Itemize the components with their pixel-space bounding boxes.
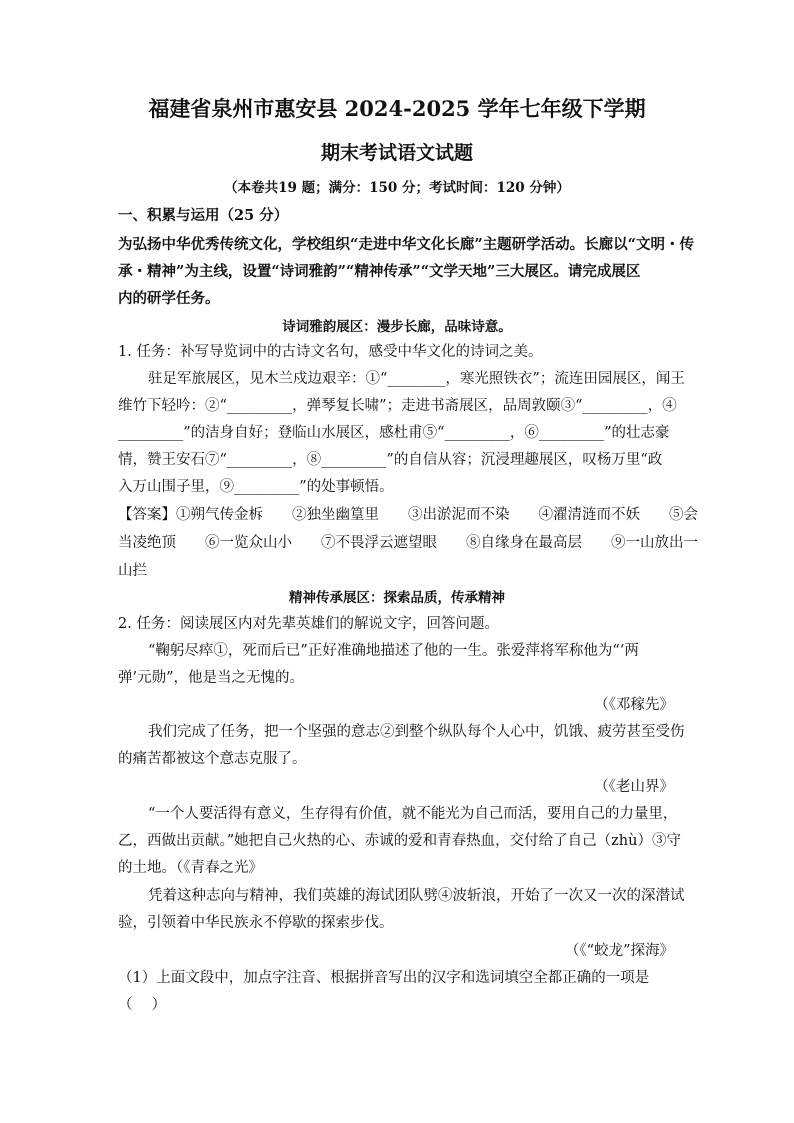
question1-line: 情，赞王安石⑦“_________，⑧_________”的自信从容；沉浸理趣展区，叹杨万里“政 — [118, 452, 663, 468]
subquestion-line: （ ） — [118, 997, 167, 1013]
section1-intro-line: 内的研学任务。 — [118, 290, 220, 307]
question1-line: 维竹下轻吟：②“_________，弹琴复长啸”；走进书斋展区，品周敦颐③“_________，④ — [118, 398, 677, 414]
question1-line: _________”的洁身自好；登临山水展区，感杜甫⑤“_________，⑥_________”的壮志豪 — [118, 425, 670, 441]
answer-line: 当凌绝顶 ⑥一览众山小 ⑦不畏浮云遮望眼 ⑧自缘身在最高层 ⑨一山放出一 — [118, 535, 698, 551]
passage3-line: 乙，西做出贡献。”她把自己火热的心、赤诚的爱和青春热血，交付给了自己（zhù）③守 — [118, 833, 681, 849]
passage4-source: （《“蛟龙”探海》 — [564, 943, 674, 959]
passage3-line: 的土地。（《青春之光》 — [118, 860, 263, 876]
passage2-line: 的痛苦都被这个意志克服了。 — [118, 751, 307, 767]
section1-heading: 一、积累与运用（25 分） — [118, 207, 289, 224]
passage4-line: 凭着这种志向与精神，我们英雄的海试团队劈④波斩浪，开始了一次又一次的深潜试 — [148, 888, 685, 904]
question1-label: 1. 任务：补写导览词中的古诗文名句，感受中华文化的诗词之美。 — [118, 344, 543, 360]
exam-title-line1: 福建省泉州市惠安县 2024-2025 学年七年级下学期 — [148, 96, 646, 121]
exhibit1-heading: 诗词雅韵展区：漫步长廊，品味诗意。 — [282, 319, 512, 335]
answer-line: 【答案】①朔气传金柝 ②独坐幽篁里 ③出淤泥而不染 ④濯清涟而不妖 ⑤会 — [118, 507, 698, 523]
question1-line: 入万山围子里，⑨_________”的处事顿悟。 — [118, 479, 394, 495]
exhibit2-heading: 精神传承展区：探索品质，传承精神 — [289, 590, 505, 606]
subquestion-line: （1）上面文段中，加点字注音、根据拼音写出的汉字和选词填空全都正确的一项是 — [118, 970, 650, 986]
exam-meta: （本卷共19 题；满分：150 分；考试时间：120 分钟） — [224, 180, 570, 196]
passage3-line: “一个人要活得有意义，生存得有价值，就不能光为自己而活，要用自己的力量里， — [148, 806, 678, 822]
passage2-source: （《老山界》 — [594, 779, 674, 795]
section1-intro-line: 承・精神”为主线，设置“诗词雅韵”“精神传承”“文学天地”三大展区。请完成展区 — [118, 263, 641, 280]
question1-line: 驻足军旅展区，见木兰戍边艰辛：①“________，寒光照铁衣”；流连田园展区，闻王 — [148, 371, 685, 387]
passage2-line: 我们完成了任务，把一个坚强的意志②到整个纵队每个人心中，饥饿、疲劳甚至受伤 — [148, 724, 685, 740]
passage1-line: “鞠躬尽瘁①，死而后已”正好准确地描述了他的一生。张爱萍将军称他为“‘两 — [148, 643, 639, 659]
section1-intro-line: 为弘扬中华优秀传统文化，学校组织“走进中华文化长廊”主题研学活动。长廊以“文明・传 — [118, 236, 695, 253]
passage1-source: （《邓稼先》 — [594, 697, 674, 713]
answer-line: 山拦 — [118, 563, 147, 579]
exam-title-line2: 期末考试语文试题 — [320, 142, 473, 164]
passage4-line: 验，引领着中华民族永不停歇的探索步伐。 — [118, 915, 394, 931]
passage1-line: 弹’元勋”，他是当之无愧的。 — [118, 670, 305, 686]
question2-label: 2. 任务：阅读展区内对先辈英雄们的解说文字，回答问题。 — [118, 616, 499, 632]
